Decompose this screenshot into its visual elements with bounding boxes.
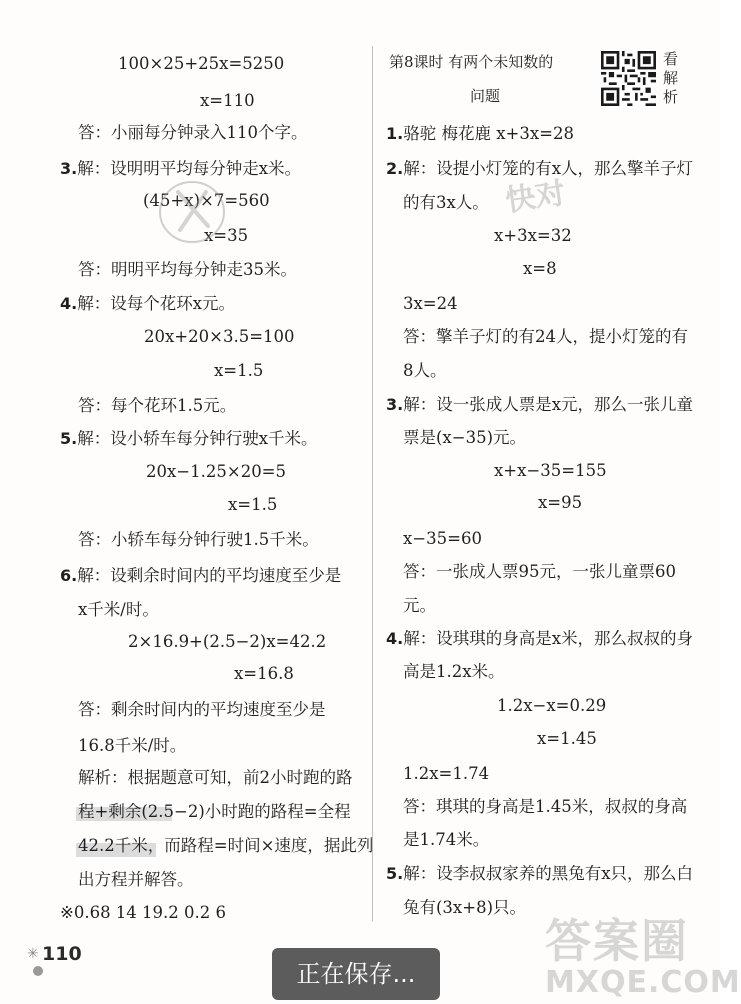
- text-line: 票是(x−35)元。: [403, 428, 527, 447]
- equation-line: 100×25+25x=5250: [118, 54, 285, 73]
- problem-3: [386, 395, 693, 415]
- text-line: 高是1.2x米。: [403, 662, 505, 681]
- problem-5: [386, 864, 693, 884]
- kuaidui-watermark: 快对: [503, 175, 568, 219]
- equation-line: x=35: [204, 226, 249, 245]
- lesson-title: 第8课时 有两个未知数的: [389, 53, 554, 71]
- problem-number: 6.: [60, 566, 78, 585]
- problem-text: 骆驼 梅花鹿 x+3x=28: [403, 124, 574, 143]
- equation-line: (45+x)×7=560: [143, 191, 270, 210]
- answer-line: 元。: [403, 596, 436, 615]
- answer-line: 8人。: [403, 361, 447, 380]
- lesson-title-line2: 问题: [470, 87, 501, 105]
- problem-text: 解：设剩余时间内的平均速度至少是: [77, 566, 342, 585]
- problem-text: 解：设提小灯笼的有x人，那么擎羊子灯: [403, 159, 694, 178]
- analysis-line: 程+剩余(2.5−2)小时跑的路程=全程: [78, 802, 351, 821]
- equation-line: 1.2x−x=0.29: [497, 696, 607, 715]
- watermark-brand: 答案圈: [545, 914, 689, 968]
- answer-line: 答：小轿车每分钟行驶1.5千米。: [78, 530, 319, 549]
- qr-label[interactable]: 看解析: [663, 50, 679, 106]
- text-line: x千米/时。: [78, 600, 159, 619]
- kuaidui-stamp-icon: [148, 172, 248, 250]
- problem-number: 4.: [60, 294, 78, 313]
- problem-number: 4.: [386, 629, 404, 648]
- equation-line: x=1.5: [228, 495, 278, 514]
- page-number: 110: [42, 943, 82, 965]
- problem-number: 5.: [60, 429, 78, 448]
- answer-line: 是1.74米。: [403, 830, 490, 849]
- equation-line: 3x=24: [403, 294, 458, 313]
- problem-number: 3.: [386, 395, 404, 414]
- analysis-line: 解析：根据题意可知，前2小时跑的路: [78, 768, 353, 787]
- site-watermark: [545, 905, 741, 1000]
- problem-number: 1.: [386, 124, 404, 143]
- problem-number: 3.: [60, 159, 78, 178]
- equation-line: 1.2x=1.74: [403, 764, 490, 783]
- equation-line: x=8: [523, 259, 557, 278]
- equation-line: 20x−1.25×20=5: [146, 462, 287, 481]
- watermark-url: MXQE.COM: [545, 965, 741, 1000]
- answer-line: 答：剩余时间内的平均速度至少是: [78, 700, 326, 719]
- analysis-line: 出方程并解答。: [78, 870, 194, 889]
- answer-line: 答：擎羊子灯的有24人，提小灯笼的有: [403, 327, 688, 346]
- page-dot-decoration: [33, 966, 43, 976]
- column-divider: [372, 46, 373, 921]
- answer-line: 答：一张成人票95元，一张儿童票60: [403, 562, 676, 581]
- equation-line: x−35=60: [403, 529, 482, 548]
- answer-line: 答：明明平均每分钟走35米。: [78, 260, 297, 279]
- equation-line: x=95: [538, 493, 583, 512]
- problem-1: [386, 124, 574, 144]
- star-icon: ✳: [27, 946, 39, 962]
- saving-toast: 正在保存...: [272, 948, 440, 1000]
- problem-text: 解：设每个花环x元。: [77, 294, 236, 313]
- problem-text: 解：设李叔叔家养的黑兔有x只，那么白: [403, 864, 694, 883]
- answer-line: 答：每个花环1.5元。: [78, 396, 237, 415]
- text-line: 兔有(3x+8)只。: [403, 898, 527, 917]
- equation-line: x+x−35=155: [494, 461, 607, 480]
- problem-6: [60, 566, 341, 586]
- equation-line: x=1.45: [537, 729, 597, 748]
- qr-code-icon[interactable]: [601, 51, 656, 106]
- problem-text: 解：设琪琪的身高是x米，那么叔叔的身: [403, 629, 694, 648]
- bonus-answers: ※0.68 14 19.2 0.2 6: [60, 903, 227, 922]
- problem-number: 5.: [386, 864, 404, 883]
- equation-line: x=1.5: [214, 361, 264, 380]
- equation-line: x=110: [200, 91, 255, 110]
- equation-line: x+3x=32: [494, 226, 572, 245]
- problem-text: 解：设一张成人票是x元，那么一张儿童: [403, 395, 694, 414]
- problem-text: 解：设小轿车每分钟行驶x千米。: [77, 429, 318, 448]
- answer-line: 16.8千米/时。: [78, 736, 187, 755]
- equation-line: 2×16.9+(2.5−2)x=42.2: [128, 632, 327, 651]
- answer-line: 答：琪琪的身高是1.45米，叔叔的身高: [403, 797, 688, 816]
- problem-number: 2.: [386, 159, 404, 178]
- problem-4: [386, 629, 693, 649]
- equation-line: x=16.8: [234, 664, 294, 683]
- equation-line: 20x+20×3.5=100: [144, 327, 295, 346]
- problem-4: [60, 294, 235, 314]
- problem-text: 解：设明明平均每分钟走x米。: [77, 159, 302, 178]
- text-line: 的有3x人。: [403, 193, 489, 212]
- analysis-line: 42.2千米，而路程=时间×速度，据此列: [78, 836, 374, 855]
- answer-line: 答：小丽每分钟录入110个字。: [78, 123, 308, 142]
- problem-5: [60, 429, 318, 449]
